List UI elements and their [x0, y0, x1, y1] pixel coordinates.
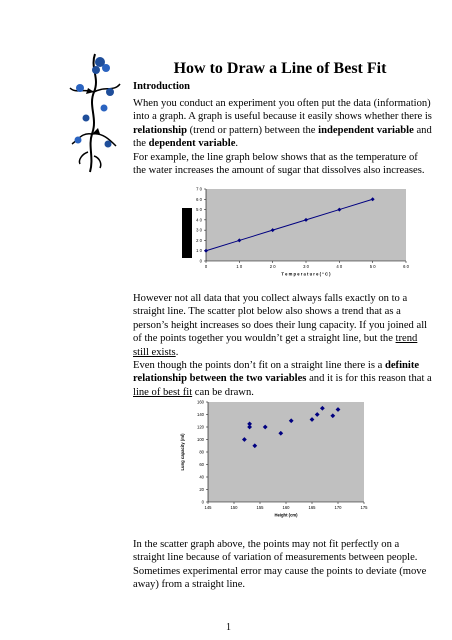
y-tick-label: 2 0 — [196, 237, 202, 243]
paragraph-variation: In the scatter graph above, the points may not fit perfectly on a straight line because of variation of measurements between people. Sometimes experimental error may cause the points to deviate (move away) from a straight line. — [133, 539, 427, 591]
y-tick-label: 1 0 — [196, 248, 202, 254]
y-tick-label: 100 — [197, 437, 204, 442]
y-axis-title-bar — [182, 208, 192, 258]
x-tick-label: 1 0 — [236, 264, 243, 270]
x-axis-title: Height (cm) — [274, 512, 298, 518]
paragraph-relationship: Even though the points don’t fit on a straight line there is a definite relationship between the two variables and it is for this reason that a line of best fit can be drawn. — [133, 360, 432, 398]
x-tick-label: 150 — [230, 505, 238, 511]
x-tick-label: 5 0 — [369, 264, 376, 270]
x-tick-label: 155 — [256, 505, 264, 511]
x-tick-label: 165 — [308, 505, 316, 511]
y-tick-label: 120 — [197, 424, 204, 430]
y-tick-label: 160 — [197, 399, 204, 405]
y-tick-label: 80 — [199, 449, 204, 455]
y-tick-label: 140 — [197, 412, 204, 417]
x-axis-title: T e m p e r a t u r e ( ° C ) — [281, 271, 331, 277]
x-tick-label: 145 — [204, 505, 212, 511]
paragraph-intro: When you conduct an experiment you often put the data (information) into a graph. A graph is useful because it easily shows whether there is relationship (trend or pattern) between the independent variable and the dependent variable. — [133, 98, 432, 150]
y-tick-label: 4 0 — [196, 217, 202, 223]
decorative-figure-clipart — [60, 48, 130, 174]
x-tick-label: 2 0 — [269, 264, 276, 270]
x-tick-label: 0 — [204, 264, 208, 270]
x-tick-label: 4 0 — [336, 264, 343, 270]
plot-area — [208, 402, 364, 502]
paragraph-example: For example, the line graph below shows that as the temperature of the water increases the amount of sugar that dissolves also increases. — [133, 152, 425, 177]
x-tick-label: 3 0 — [303, 264, 309, 270]
x-tick-label: 170 — [334, 505, 342, 511]
y-tick-label: 60 — [199, 462, 204, 467]
y-axis-title: Lung capacity (ml) — [180, 433, 185, 471]
x-tick-label: 160 — [282, 505, 290, 511]
y-tick-label: 6 0 — [196, 196, 202, 202]
paragraph-scatter-intro: However not all data that you collect always falls exactly on to a straight line. The scatter plot below also shows a trend that as a person’s height increases so does their lung capacity. If you joined all of the points together you wouldn’t get a straight line, but the trend still exists. — [133, 293, 428, 358]
page-title: How to Draw a Line of Best Fit — [173, 60, 387, 77]
y-tick-label: 40 — [199, 474, 204, 480]
scatter-chart-height-lung — [180, 398, 368, 526]
y-tick-label: 7 0 — [196, 186, 202, 192]
y-tick-label: 3 0 — [196, 227, 202, 233]
y-tick-label: 20 — [199, 487, 204, 492]
plot-area — [206, 189, 406, 261]
y-tick-label: 0 — [201, 499, 204, 505]
y-tick-label: 0 — [199, 258, 202, 264]
page-number: 1 — [226, 622, 231, 633]
line-chart-temperature-sugar — [180, 185, 430, 287]
y-tick-label: 5 0 — [196, 207, 202, 213]
section-heading-introduction: Introduction — [133, 81, 190, 92]
x-tick-label: 175 — [360, 505, 368, 511]
x-tick-label: 6 0 — [403, 264, 409, 270]
